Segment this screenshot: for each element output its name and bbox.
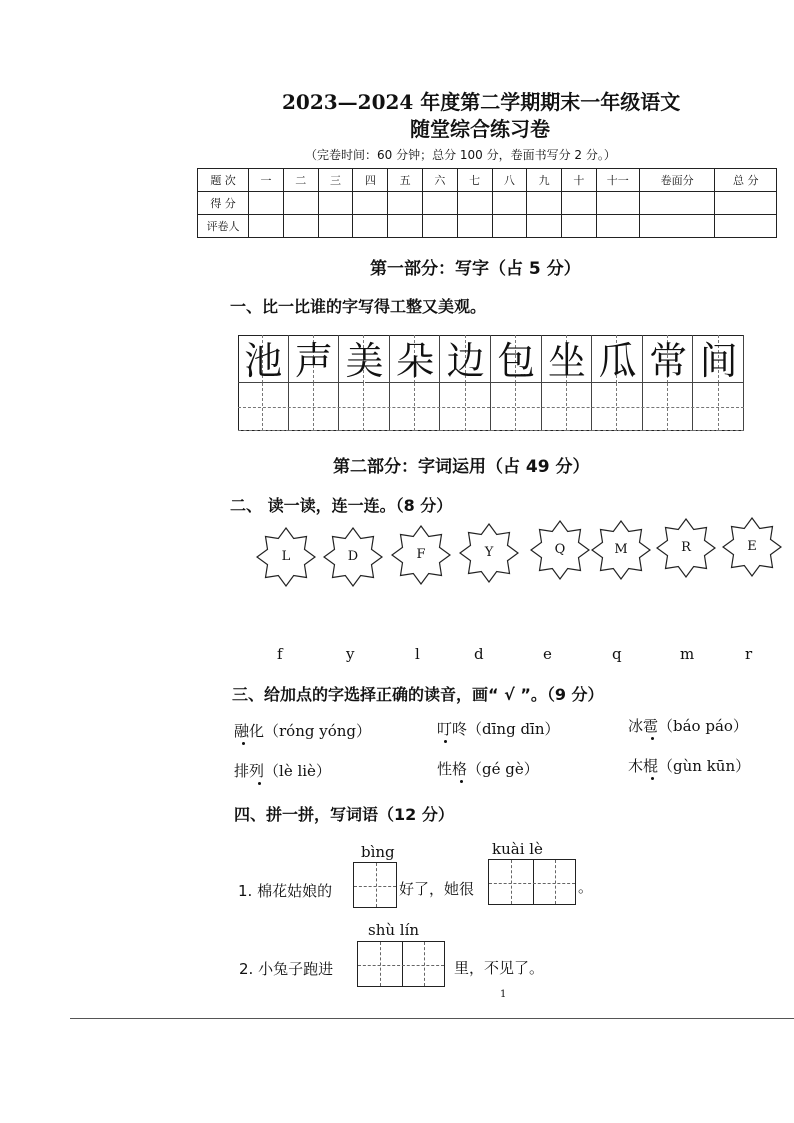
lower-letter[interactable]: e: [543, 645, 552, 663]
grader-cell[interactable]: [492, 215, 527, 238]
pinyin-prompt: kuài lè: [492, 840, 543, 858]
part2-title: 第二部分：字词运用（占 49 分）: [333, 457, 590, 477]
pinyin-choice-item[interactable]: [234, 720, 371, 741]
question1-title: 一、比一比谁的字写得工整又美观。: [230, 297, 487, 316]
grader-cell[interactable]: [353, 215, 388, 238]
score-table-row-label: 得 分: [198, 192, 249, 215]
choice-options[interactable]: （dīng dīn）: [467, 720, 560, 738]
choice-word: 冰雹: [628, 717, 659, 735]
score-table-col: 六: [422, 169, 457, 192]
score-table-col: 二: [283, 169, 318, 192]
pinyin-choice-item[interactable]: [628, 755, 750, 776]
star-letter[interactable]: [656, 518, 716, 578]
choice-word: 叮咚: [437, 720, 468, 738]
score-cell[interactable]: [639, 192, 715, 215]
choice-options[interactable]: （gùn kūn）: [658, 757, 751, 775]
score-table-col: 五: [388, 169, 423, 192]
lower-letter[interactable]: l: [415, 645, 420, 663]
score-cell[interactable]: [388, 192, 423, 215]
upper-letter: R: [681, 540, 691, 555]
lower-letter[interactable]: q: [612, 645, 622, 663]
score-cell[interactable]: [596, 192, 639, 215]
model-char: 池: [244, 339, 283, 383]
answer-box[interactable]: [357, 941, 445, 987]
model-char: 间: [699, 339, 738, 383]
choice-options[interactable]: （gé gè）: [467, 760, 539, 778]
score-table: [197, 168, 777, 238]
lower-letter[interactable]: y: [346, 645, 355, 663]
score-cell[interactable]: [562, 192, 597, 215]
score-table-grader-row: [198, 215, 777, 238]
score-table-score-row: [198, 192, 777, 215]
score-table-col: 八: [492, 169, 527, 192]
model-char: 美: [345, 339, 384, 383]
answer-box[interactable]: [488, 859, 576, 905]
lower-letter[interactable]: m: [680, 645, 695, 663]
pinyin-choice-item[interactable]: [628, 715, 748, 736]
grader-cell[interactable]: [715, 215, 777, 238]
pinyin-prompt: bìng: [361, 843, 395, 861]
page-number: 1: [500, 989, 507, 1000]
choice-word: 木棍: [628, 757, 659, 775]
choice-options[interactable]: （róng yóng）: [264, 722, 372, 740]
emphasis-dot: [444, 740, 447, 743]
pinyin-choice-item[interactable]: [234, 760, 331, 781]
lower-letter[interactable]: d: [474, 645, 484, 663]
pinyin-choice-item[interactable]: [437, 718, 560, 739]
upper-letter: M: [614, 542, 628, 557]
score-table-row-label: 题 次: [198, 169, 249, 192]
score-table-row-label: 评卷人: [198, 215, 249, 238]
score-table-col: 十: [562, 169, 597, 192]
score-cell[interactable]: [422, 192, 457, 215]
question2-title: 二、 读一读，连一连。（8 分）: [230, 496, 453, 515]
model-char: 声: [294, 339, 333, 383]
model-char: 包: [497, 339, 536, 383]
choice-word: 性格: [437, 760, 468, 778]
score-table-col: 四: [353, 169, 388, 192]
question4-title: 四、拼一拼，写词语（12 分）: [234, 805, 454, 824]
exam-title-line2: 随堂综合练习卷: [410, 117, 550, 141]
lower-letter[interactable]: f: [277, 645, 283, 663]
score-table-col: 七: [457, 169, 492, 192]
sentence-text: 1. 棉花姑娘的: [238, 882, 333, 900]
score-cell[interactable]: [527, 192, 562, 215]
grader-cell[interactable]: [388, 215, 423, 238]
part1-title: 第一部分：写字（占 5 分）: [370, 259, 581, 279]
model-char: 坐: [547, 339, 586, 383]
model-char: 常: [649, 339, 688, 383]
score-cell[interactable]: [715, 192, 777, 215]
pinyin-choice-item[interactable]: [437, 758, 539, 779]
emphasis-dot: [651, 737, 654, 740]
emphasis-dot: [460, 780, 463, 783]
sentence-text: 里，不见了。: [454, 959, 545, 977]
grader-cell[interactable]: [422, 215, 457, 238]
score-cell[interactable]: [249, 192, 284, 215]
score-table-header-row: [198, 169, 777, 192]
upper-letter: Q: [554, 542, 566, 557]
exam-note: （完卷时间：60 分钟；总分 100 分，卷面书写分 2 分。）: [305, 148, 616, 162]
grader-cell[interactable]: [639, 215, 715, 238]
choice-options[interactable]: （lè liè）: [264, 762, 331, 780]
star-letter[interactable]: [530, 520, 590, 580]
upper-letter: E: [747, 539, 757, 554]
score-cell[interactable]: [318, 192, 353, 215]
score-table-col: 总 分: [715, 169, 777, 192]
star-letter[interactable]: [591, 520, 651, 580]
writing-midline: [238, 407, 744, 408]
score-table-col: 卷面分: [639, 169, 715, 192]
choice-word: 融化: [234, 722, 265, 740]
grader-cell[interactable]: [318, 215, 353, 238]
model-char: 瓜: [598, 339, 637, 383]
score-cell[interactable]: [457, 192, 492, 215]
grader-cell[interactable]: [527, 215, 562, 238]
model-char: 朵: [396, 339, 435, 383]
upper-letter: D: [347, 549, 359, 564]
pinyin-prompt: shù lín: [368, 921, 420, 939]
star-letter[interactable]: [722, 517, 782, 577]
score-table-col: 一: [249, 169, 284, 192]
sentence-text: 好了，她很: [399, 880, 475, 898]
question3-title: 三、给加点的字选择正确的读音，画“ √ ”。（9 分）: [232, 685, 604, 704]
upper-letter: F: [416, 547, 426, 562]
grader-cell[interactable]: [596, 215, 639, 238]
model-char: 边: [446, 339, 485, 383]
score-cell[interactable]: [492, 192, 527, 215]
score-table-col: 十一: [596, 169, 639, 192]
star-letter[interactable]: [256, 527, 316, 587]
sentence-text: 2. 小兔子跑进: [239, 960, 334, 978]
choice-word: 排列: [234, 762, 265, 780]
upper-letter: Y: [484, 545, 494, 560]
grader-cell[interactable]: [562, 215, 597, 238]
emphasis-dot: [258, 782, 261, 785]
grader-cell[interactable]: [283, 215, 318, 238]
emphasis-dot: [651, 777, 654, 780]
exam-title-line1: 2023—2024 年度第二学期期末一年级语文: [282, 90, 681, 114]
star-letter[interactable]: [459, 523, 519, 583]
star-letter[interactable]: [323, 527, 383, 587]
score-table-col: 三: [318, 169, 353, 192]
sentence-text: 。: [578, 878, 594, 896]
upper-letter: L: [281, 549, 291, 564]
star-letter[interactable]: [391, 525, 451, 585]
choice-options[interactable]: （báo páo）: [658, 717, 748, 735]
lower-letter[interactable]: r: [745, 645, 753, 663]
score-cell[interactable]: [353, 192, 388, 215]
emphasis-dot: [242, 742, 245, 745]
grader-cell[interactable]: [249, 215, 284, 238]
score-table-col: 九: [527, 169, 562, 192]
grader-cell[interactable]: [457, 215, 492, 238]
answer-box[interactable]: [353, 862, 397, 908]
page-bottom-rule: [70, 1018, 794, 1019]
score-cell[interactable]: [283, 192, 318, 215]
